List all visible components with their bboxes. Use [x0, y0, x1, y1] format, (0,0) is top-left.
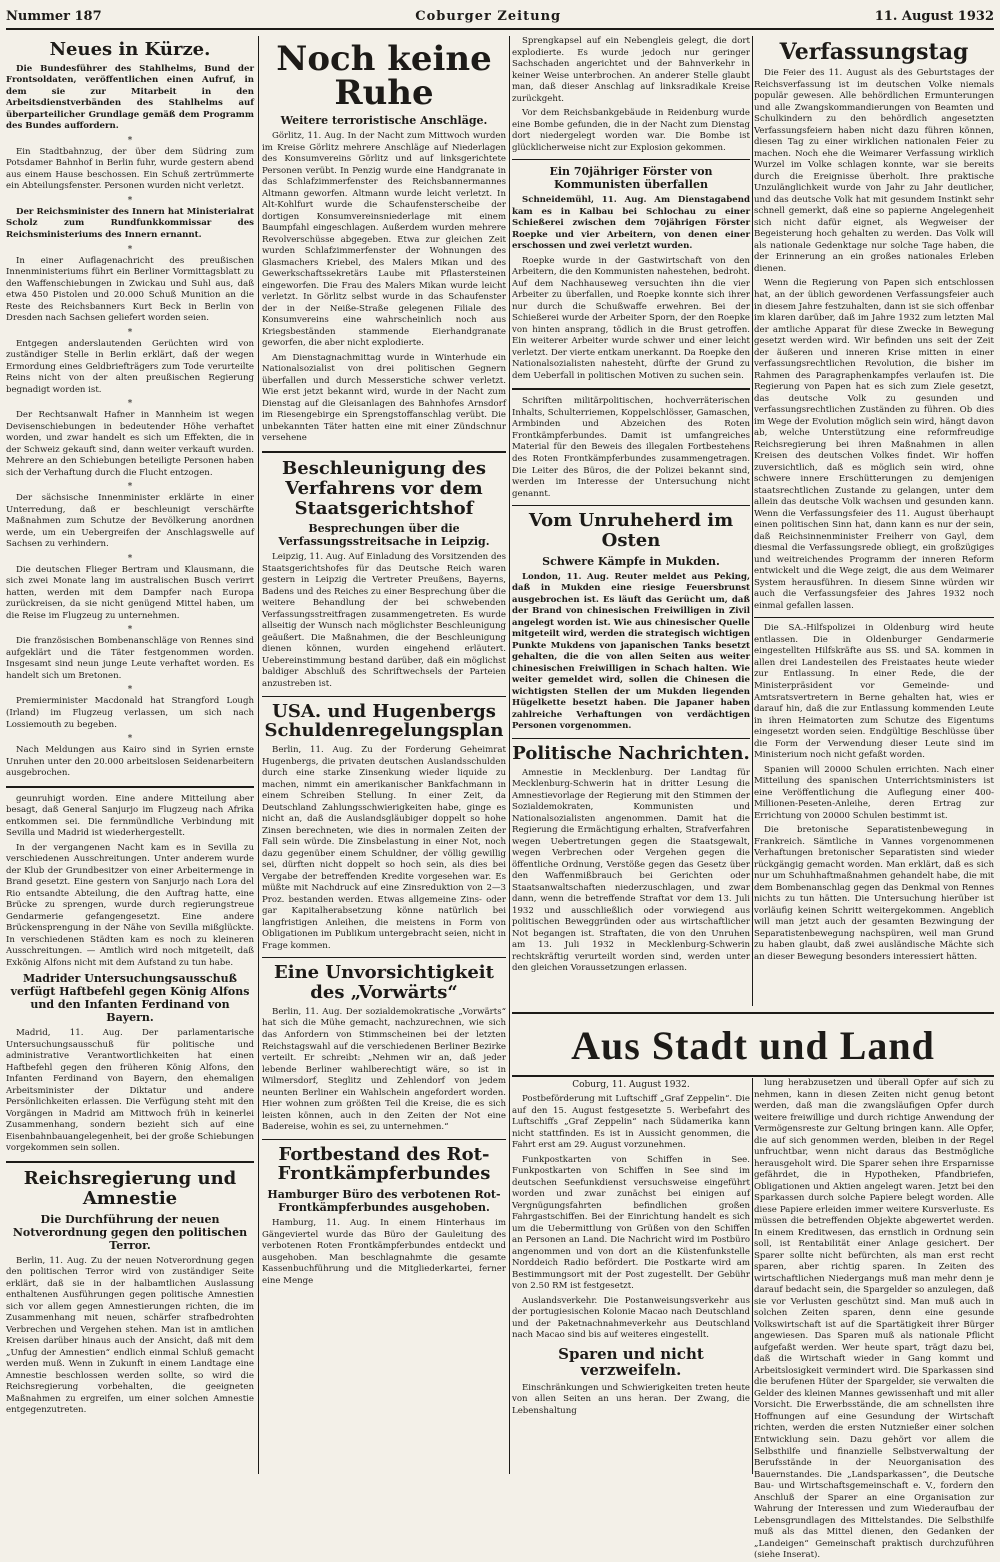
section-divider	[512, 159, 750, 160]
article-paragraph: Berlin, 11. Aug. Der sozialdemokratische „Vorwärts“ hat sich die Mühe gemacht, nachzurechnen, wie sich das Anfordern von Stimmscheinen bei der letzten Reichstagswahl auf die verschiedenen Berliner Bezirke verteilt. Er schreibt: „Nehmen wir an, daß jeder lebende Berliner wahlberechtigt wäre, so ist in Wilmersdorf, Steglitz und Zehlendorf von jedem neunten Berliner ein Wahlschein angefordert worden. Hier wohnen zum größten Teil die Kreise, die es sich leisten können, auch in den Zeiten der Not eine Badereise, wohin es sei, zu unternehmen.“	[262, 1006, 506, 1133]
column-2	[262, 36, 506, 1474]
section-divider	[262, 696, 506, 697]
section-divider	[6, 786, 254, 788]
section-divider	[262, 957, 506, 958]
article-paragraph: geunruhigt worden. Eine andere Mitteilung aber besagt, daß General Sanjurjo im Flugzeug nach Afrika entkommen sei. Die fernmündliche Verbindung mit Sevilla und Madrid ist wiederhergestellt.	[6, 793, 254, 839]
article-paragraph: In der vergangenen Nacht kam es in Sevilla zu verschiedenen Ausschreitungen. Unter anderem wurde der Klub der Grundbesitzer von einer Arbeitermenge in Brand gesetzt. Eine gestern von Sanjurjo nach Lora del Rio entsandte Abteilung, die den Auftrag hatte, eine Brücke zu sprengen, wurde durch regierungstreue Gendarmerie gefangengesetzt. Eine andere Brückensprengung in der Nähe von Sevilla mißglückte. In verschiedenen Städten kam es noch zu kleineren Ausschreitungen. — Amtlich wird noch mitgeteilt, daß Exkönig Alfons nicht mit dem Aufstand zu tun habe.	[6, 842, 254, 968]
article-paragraph: Der sächsische Innenminister erklärte in einer Unterredung, daß er beschleunigt verschärfte Maßnahmen zum Schutze der Bevölkerung anordnen werde, um ein Uebergreifen der Anschlagswelle auf Sachsen zu verhindern.	[6, 493, 254, 550]
article-paragraph: Ein Stadtbahnzug, der über dem Südring zum Potsdamer Bahnhof in Berlin fuhr, wurde gestern abend aus einem Hause beschossen. Ein Schuß zertrümmerte ein Abteilungsfenster. Personen wurden nicht verletzt.	[6, 146, 254, 192]
separator-star: *	[127, 482, 133, 493]
article-paragraph: Berlin, 11. Aug. Zu der Forderung Geheimrat Hugenbergs, die privaten deutschen Auslandsschulden durch eine starke Zinsenkung wieder liquide zu machen, nimmt ein amerikanischer Bankfachmann in einem Schreiben Stellung. In einer Zeit, da Deutschland Zahlungsschwierigkeiten habe, ginge es nicht an, daß die Auslandsgläubiger doppelt so hohe Zinsen berechneten, wie dies in normalen Zeiten der Fall sein würde. Die Zinsbelastung in einer Not, noch dazu gegenüber einem Schuldner, der völlig gewillig sei, dürften nicht doppelt so hoch sein, als dies bei Vergabe der betreffenden Kredite vorgesehen war. Es müßte mit Nachdruck auf eine Zinsreduktion von 2—3 Proz. bestanden werden. Etwas allgemeine Zins- oder gar Kapitalherabsetzung könne natürlich bei langfristigen Anleihen, die meistens in Form von Obligationen im Publikum untergebracht seien, nicht in Frage kommen.	[262, 745, 506, 951]
section-divider	[512, 388, 750, 390]
local-news-column-right	[754, 1078, 994, 1561]
separator-star: *	[127, 625, 133, 636]
article-paragraph: Funkpostkarten von Schiffen in See. Funkpostkarten von Schiffen in See sind im deutschen Seefunkdienst versuchsweise eingeführt worden und zwar zunächst bei einigen auf Vergnügungsfahrten befindlichen großen Fahrgastschiffen. Bei der Einrichtung handelt es sich um die Uebermittlung von Grüßen von den Schiffen an Personen an Land. Die Nachricht wird im Postbüro angenommen und von dort an die Küstenfunkstelle Norddeich Radio befördert. Die Postkarte wird am Bestimmungsort mit der Post zugestellt. Der Gebühr von 2.50 RM ist festgesetzt.	[512, 1154, 750, 1292]
headline-usa-hugenberg: USA. und Hugenbergs Schuldenregelungsplan	[264, 700, 504, 742]
section-banner	[512, 1012, 994, 1077]
article-paragraph: Die Bundesführer des Stahlhelms, Bund der Frontsoldaten, veröffentlichen einen Aufruf, in dem sie zur Mitarbeit in den Arbeitsdienstverbänden des Stahlhelms auf überparteilicher Grundlage gemäß dem Programm des Bundes auffordern.	[6, 63, 254, 132]
separator-star: *	[127, 244, 133, 255]
newspaper-name: Coburger Zeitung	[415, 8, 562, 24]
article-paragraph: Der Reichsminister des Innern hat Ministerialrat Scholz zum Rundfunkkommissar des Reichsministeriums des Innern ernannt.	[6, 206, 254, 240]
article-paragraph: Sprengkapsel auf ein Nebengleis gelegt, die dort explodierte. Es wurde jedoch nur geringer Sachschaden angerichtet und der Bahnverkehr in keiner Weise unterbrochen. An anderer Stelle glaubt man, daß dieser Anschlag auf linksradikale Kreise zurückgeht.	[512, 36, 750, 104]
article-paragraph: Spanien will 20000 Schulen errichten. Nach einer Mitteilung des spanischen Unterrichtsministers ist eine Veröffentlichung die Auflegung einer 400-Millionen-Peseten-Anleihe, deren Ertrag zur Errichtung von 20000 Schulen bestimmt ist.	[754, 764, 994, 821]
issue-date: 11. August 1932	[874, 8, 994, 24]
article-paragraph: Schriften militärpolitischen, hochverräterischen Inhalts, Schulterriemen, Koppelschlösser, Gamaschen, Armbinden und Abzeichen des Roten Frontkämpferbundes. Damit ist umfangreiches Material für den Beweis des illegalen Fortbestehens des Roten Frontkämpferbundes zusammengetragen. Die Leiter des Büros, die der Polizei bekannt sind, werden im Interesse der Untersuchung nicht genannt.	[512, 396, 750, 499]
main-headline: Noch keine Ruhe	[276, 39, 492, 113]
article-paragraph: Wenn die Regierung von Papen sich entschlossen hat, an der üblich gewordenen Verfassungsfeier auch in diesem Jahre festzuhalten, dann ist sie sich offenbar im klaren darüber, daß im Jahre 1932 zum letzten Mal der amtliche Apparat für diese Zwecke in Bewegung gesetzt werden wird. Wir befinden uns seit der Zeit der äußeren und inneren Krise mitten in einer verfassungsrechtlichen Revolution, die bisher im Rahmen des Paragraphenkampfes verlaufen ist. Die Regierung von Papen hat es sich zum Ziele gesetzt, das deutsche Volk zu gesunden und verfassungsrechtlichen Zuständen zu führen. Ob dies im Wege der Evolution möglich sein wird, hängt davon ab, welche Unterstützung eine reformfreudige Reichsregierung bei ihren Maßnahmen in allen Kreisen des deutschen Volkes findet. Wir hoffen zuversichtlich, daß es möglich sein wird, ohne schwere innere Erschütterungen zu demjenigen staatsrechtlichen Zustande zu gelangen, unter dem allein das deutsche Volk wachsen und gesunden kann. Wenn die Verfassungsfeier des 11. August überhaupt einen politischen Sinn hat, dann kann es nur der sein, daß Reichsinnenminister Freiherr von Gayl, dem diesmal die Verfassungsrede obliegt, ein großzügiges und weitreichendes Programm der inneren Reform entwickelt und die Wege zeigt, die aus dem Weimarer System herausführen. In diesem Sinne würden wir auch die Verfassungsfeier des Jahres 1932 noch einmal gefallen lassen.	[754, 278, 994, 611]
article-paragraph: Einschränkungen und Schwierigkeiten treten heute von allen Seiten an uns heran. Der Zwang, die Lebenshaltung	[512, 1382, 750, 1416]
separator-star: *	[127, 135, 133, 146]
separator-star: *	[127, 734, 133, 745]
section-divider	[262, 1139, 506, 1140]
article-paragraph: Auslandsverkehr. Die Postanweisungsverkehr aus der portugiesischen Kolonie Macao nach Deutschland und der Paketnachnahmeverkehr aus Deutschland nach Macao sind bis auf weiteres eingestellt.	[512, 1295, 750, 1341]
column-rule	[509, 36, 510, 1474]
article-paragraph: Görlitz, 11. Aug. In der Nacht zum Mittwoch wurden im Kreise Görlitz mehrere Anschläge auf Niederlagen des Konsumvereins Görlitz und auf linksgerichtete Personen verübt. In Penzig wurde eine Handgranate in das Schlafzimmerfenster des Reichsbannermannes Altmann geworfen. Altmann wurde leicht verletzt. In Alt-Kohlfurt wurde die Schaufensterscheibe der dortigen Konsumvereinsniederlage mit einem Baumpfahl eingeschlagen. Außerdem wurden mehrere Revolverschüsse abgegeben. Etwa zur gleichen Zeit wurden Schlafzimmerfenster der Wohnungen des Glasmachers Kriebel, des Malers Mikan und des Gewerkschaftssekretärs Laube mit Pflastersteinen eingeworfen. Die Frau des Malers Mikan wurde leicht verletzt. In Görlitz selbst wurde in das Schaufenster der in der Neiße-Straße gelegenen Filiale des Konsumvereins eine wahrscheinlich noch aus Kriegsbeständen stammende Eierhandgranate geworfen, die aber nicht explodierte.	[262, 131, 506, 349]
subheadline: Hamburger Büro des verbotenen Rot-Frontkämpferbundes ausgehoben.	[267, 1188, 501, 1215]
separator-star: *	[127, 399, 133, 410]
article-paragraph: Die deutschen Flieger Bertram und Klausmann, die sich zwei Monate lang im australischen Busch verirrt hatten, werden mit dem Dampfer nach Europa zurückreisen, da sie nicht genügend Mittel haben, um die Reise im Flugzeug zu unternehmen.	[6, 564, 254, 621]
subheadline: Madrider Untersuchungsausschuß verfügt Haftbefehl gegen König Alfons und den Infanten Ferdinand von Bayern.	[10, 972, 250, 1025]
column-4	[754, 36, 994, 1006]
article-paragraph: London, 11. Aug. Reuter meldet aus Peking, daß in Mukden eine riesige Feuersbrunst ausgebrochen ist. Es läuft das Gerücht um, daß der Brand von chinesischen Freiwilligen in Zivil angelegt worden ist. Wie aus chinesischer Quelle mitgeteilt wird, werden die strategisch wichtigen Punkte Mukdens von japanischen Tanks besetzt gehalten, die die von allen Seiten aus weiter chinesischen Freiwilligen in Schach halten. Wie weiter gemeldet wird, sollen die Chinesen die wichtigsten Stellen der um Mukden liegenden Hügelkette besetzt haben. Die Japaner haben zahlreiche Verhaftungen von verdächtigen Personen vorgenommen.	[512, 571, 750, 732]
article-paragraph: Premierminister Macdonald hat Strangford Lough (Irland) im Flugzeug verlassen, um sich nach Lossiemouth zu begeben.	[6, 696, 254, 730]
subheadline: Schwere Kämpfe in Mukden.	[542, 554, 720, 568]
column-rule	[258, 36, 259, 1474]
separator-star: *	[127, 553, 133, 564]
separator-star: *	[127, 327, 133, 338]
article-paragraph: Madrid, 11. Aug. Der parlamentarische Untersuchungsausschuß für politische und administrative Verantwortlichkeiten hat einen Haftbefehl gegen den früheren König Alfons, den Infanten Ferdinand von Bayern, den ehemaligen Arbeitsminister der Diktatur und andere Persönlichkeiten erlassen. Die Verfügung steht mit den Vorgängen in Madrid am Mittwoch früh in keinerlei Zusammenhang, sondern bezieht sich auf eine Eisenbahnbauangelegenheit, bei der große Schiebungen vorgekommen sein sollen.	[6, 1028, 254, 1154]
dateline: Coburg, 11. August 1932.	[572, 1080, 690, 1090]
headline-news-brief: Neues in Kürze.	[49, 39, 211, 60]
article-paragraph: Entgegen anderslautenden Gerüchten wird von zuständiger Stelle in Berlin erklärt, daß der wegen Ermordung eines Geldbriefträgers zum Tode verurteilte Reins nicht von der alten preußischen Regierung begnadigt worden ist.	[6, 338, 254, 395]
article-paragraph: Hamburg, 11. Aug. In einem Hinterhaus im Gängeviertel wurde das Büro der Gauleitung des verbotenen Roten Frontkämpferbundes entdeckt und ausgehoben. Man beschlagnahmte die gesamte Kassenbuchführung und die Mitgliederkartei, ferner eine Menge	[262, 1218, 506, 1286]
column-1	[6, 36, 254, 1474]
section-divider	[754, 617, 994, 618]
headline-saving: Sparen und nicht verzweifeln.	[558, 1344, 704, 1380]
issue-number: Nummer 187	[6, 8, 102, 24]
article-paragraph: Postbeförderung mit Luftschiff „Graf Zeppelin“. Die auf den 15. August festgesetzte 5. Werbefahrt des Luftschiffs „Graf Zeppelin“ nach Südamerika kann nicht stattfinden. Es ist in Aussicht genommen, die Fahrt erst am 29. August vorzunehmen.	[512, 1094, 750, 1151]
column-rule	[752, 36, 753, 1006]
article-paragraph: Nach Meldungen aus Kairo sind in Syrien ernste Unruhen unter den 20.000 arbeitslosen Seidenarbeitern ausgebrochen.	[6, 745, 254, 779]
article-paragraph: Die SA.-Hilfspolizei in Oldenburg wird heute entlassen. Die in Oldenburger Gendarmerie eingestellten Hilfskräfte aus SS. und SA. kommen in allen drei Landesteilen des Freistaates heute wieder zur Entlassung. In einer Rede, die der Ministerpräsident vor Gemeinde- und Amtsratsvertretern in Berne gehalten hat, wies er darauf hin, daß die zur Entlassung kommenden Leute in ihren Heimatorten zum Schutze des Eigentums eingesetzt worden seien. Endgültige Beschlüsse über die Form der Verwendung dieser Leute sind im Ministerium noch nicht gefaßt worden.	[754, 623, 994, 761]
headline-amnesty: Reichsregierung und Amnestie	[23, 1167, 237, 1209]
headline-vorwaerts: Eine Unvorsichtigkeit des „Vorwärts“	[274, 962, 494, 1004]
headline-red-front: Fortbestand des Rot-Frontkämpferbundes	[277, 1143, 491, 1185]
banner-title: Aus Stadt und Land	[571, 1023, 935, 1068]
section-divider	[512, 505, 750, 506]
headline-state-court: Beschleunigung des Verfahrens vor dem Staatsgerichtshof	[282, 457, 486, 519]
article-paragraph: Berlin, 11. Aug. Zu der neuen Notverordnung gegen den politischen Terror wird von zuständiger Seite erklärt, daß sie in der halbamtlichen Auslassung enthaltenen Ausführungen gegen politische Amnestien sich vor allem gegen Amnestierungen richten, die im Zusammenhang mit neuen, schärfer strafbedrohten Verbrechen und Vergehen stehen. Man ist in amtlichen Kreisen darüber hinaus auch der Ansicht, daß mit dem „Unfug der Amnestien“ endlich einmal Schluß gemacht werden muß. Wenn in Zukunft in einem Landtage eine Amnestie beschlossen werden sollte, so wird die Reichsregierung vorbehalten, die geeigneten Maßnahmen zu ergreifen, um einer solchen Amnestie entgegenzutreten.	[6, 1255, 254, 1416]
subheadline: Die Durchführung der neuen Notverordnung gegen den politischen Terror.	[12, 1212, 248, 1252]
headline-political-news: Politische Nachrichten.	[512, 742, 750, 764]
article-paragraph: In einer Auflagenachricht des preußischen Innenministeriums führt ein Berliner Vormittagsblatt zu den Waffenschiebungen in Zwickau und Suhl aus, daß etwa 450 Pistolen und 20.000 Schuß Munition an die Reste des Reichsbanners Kurt Beck in Berlin von Dresden nach Sachsen geliefert worden seien.	[6, 255, 254, 324]
subheadline: Besprechungen über die Verfassungsstreitsache in Leipzig.	[278, 522, 490, 549]
section-divider	[262, 451, 506, 453]
separator-star: *	[127, 685, 133, 696]
article-paragraph: Roepke wurde in der Gastwirtschaft von den Arbeitern, die den Kommunisten nahestehen, bedroht. Auf dem Nachhauseweg versuchten ihn die vier Arbeiter zu überfallen, und Roepke konnte sich ihrer nur durch die Schußwaffe erwehren. Bei der Schießerei wurde der Arbeiter Sporn, der den Roepke von hinten ansprang, tödlich in die Brust getroffen. Ein weiterer Arbeiter wurde schwer und einer leicht verletzt. Der vierte entkam unerkannt. Da Roepke den Nationalsozialisten nahesteht, dürfte der Grund zu dem Ueberfall in politischen Motiven zu suchen sein.	[512, 255, 750, 381]
headline-constitution-day: Verfassungstag	[779, 39, 969, 65]
column-3	[512, 36, 750, 1006]
column-rule	[752, 1078, 753, 1474]
masthead	[6, 4, 994, 30]
separator-star: *	[127, 195, 133, 206]
article-paragraph: Der Rechtsanwalt Hafner in Mannheim ist wegen Devisenschiebungen in bedeutender Höhe verhaftet worden, und zwar handelt es sich um Effekten, die in der Schweiz gekauft sind, dann weiter verkauft wurden. Mehrere an den Schiebungen beteiligte Personen haben sich der Verhaftung durch die Flucht entzogen.	[6, 410, 254, 478]
article-paragraph: lung herabzusetzen und überall Opfer auf sich zu nehmen, kann in diesen Zeiten nicht genug betont werden, daß man die zwangsläufigen Opfer durch weitere freiwillige und durch richtige Anwendung der Vermögensreste zur Geltung bringen kann. Alle Opfer, die auf sich genommen werden, bleiben in der Regel unfruchtbar, wenn nicht daraus das Bestmögliche herausgeholt wird. Die Sparer sehen ihre Ersparnisse gefährdet, die in Hypotheken, Pfandbriefen, Obligationen und Aktien angelegt waren. Jetzt bei den Sparkassen durch solche Papiere belegt worden. Alle diese Papiere erleiden immer weitere Kursverluste. Es müssen die betreffenden Objekte abgewertet werden. In einem Kreditwesen, das ernstlich in Ordnung sein soll, ist Rentabilität einer Anlage gesichert. Der Sparer sollte nicht befürchten, als man erst recht sparen, aber richtig sparen. In Zeiten des wirtschaftlichen Niedergangs muß man mehr denn je darauf bedacht sein, die Spargelder so anzulegen, daß sie vor Verlusten geschützt sind. Man muß auch in solchen Zeiten sparen, denn eine gesunde Volkswirtschaft ist auf die Spartätigkeit ihrer Bürger angewiesen. Das Sparen muß als nationale Pflicht aufgefaßt werden. Wer heute spart, trägt dazu bei, daß die Wirtschaft wieder in Gang kommt und Arbeitslosigkeit vermindert wird. Die Sparkassen sind die berufenen Hüter der Spargelder, sie verwalten die Gelder des kleinen Mannes gewissenhaft und mit aller Vorsicht. Die Erwerbsstände, die am schnellsten ihre Hoffnungen auf eine Gesundung der Wirtschaft richten, werden die ersten Nutznießer einer solchen Entwicklung sein. Dazu gehört vor allem die Selbsthilfe und finanzielle Selbstverwaltung der Berufsstände in der Neuorganisation des Bauernstandes. Die „Landsparkassen“, die Deutsche Bau- und Wirtschaftsgemeinschaft e. V., fordern den Anschluß der Sparer an eine Organisation zur Wahrung der Interessen und zum Wiederaufbau der Lebensgrundlagen des Mittelstandes. Die Selbsthilfe muß als das Mittel dienen, den Gedanken der „Landeigen“ Gemeinschaft praktisch durchzuführen (siehe Inserat).	[754, 1078, 994, 1561]
article-paragraph: Schneidemühl, 11. Aug. Am Dienstagabend kam es in Kalbau bei Schlochau zu einer Schießerei zwischen dem 70jährigen Förster Roepke und vier Arbeitern, von denen einer erschossen und zwei verletzt wurden.	[512, 195, 750, 252]
article-paragraph: Vor dem Reichsbankgebäude in Reidenburg wurde eine Bombe gefunden, die in der Nacht zum Dienstag dort niedergelegt worden war. Die Bombe ist glücklicherweise nicht zur Explosion gekommen.	[512, 108, 750, 153]
article-paragraph: Amnestie in Mecklenburg. Der Landtag für Mecklenburg-Schwerin hat in dritter Lesung die Amnestievorlage der Regierung mit den Stimmen der Sozialdemokraten, Kommunisten und Nationalsozialisten angenommen. Damit hat die Regierung die Ermächtigung erhalten, Strafverfahren wegen Uebertretungen gegen die Staatsgewalt, wegen Verbrechen oder Vergehen gegen die öffentliche Ordnung, Verstöße gegen das Gesetz über den Waffenmißbrauch bei Gerichten oder Staatsanwaltschaften niederzuschlagen, und zwar dann, wenn die betreffende Straftat vor dem 13. Juli 1932 und ausschließlich oder vorwiegend aus politischen Beweggründen oder aus wirtschaftlicher Not begangen ist. Straftaten, die von den Unruhen am 13. Juli 1932 in Mecklenburg-Schwerin rechtskräftig verurteilt worden sind, werden unter den gleichen Voraussetzungen erlassen.	[512, 767, 750, 974]
article-paragraph: Die französischen Bombenanschläge von Rennes sind aufgeklärt und die Täter festgenommen worden. Insgesamt sind neun junge Leute verhaftet worden. Es handelt sich um Bretonen.	[6, 636, 254, 681]
article-paragraph: Die bretonische Separatistenbewegung in Frankreich. Sämtliche in Vannes vorgenommenen Verhaftungen bretonischer Separatisten sind wieder rückgängig gemacht worden. Man erklärt, daß es sich nur um Schuhhaftmaßnahmen gehandelt habe, die mit dem Bombenanschlag gegen das Denkmal von Rennes nichts zu tun hätten. Die Untersuchung hierüber ist vorläufig keinen Schritt weitergekommen. Angeblich will man jetzt auch der gesamten Bezwingung der Separatistenbewegung nachspüren, weil man Grund zu haben glaubt, daß zwei ausländische Mächte sich an dieser Bewegung besonders interessiert hätten.	[754, 825, 994, 962]
article-paragraph: Am Dienstagnachmittag wurde in Winterhude ein Nationalsozialist von drei politischen Gegnern überfallen und durch Messerstiche schwer verletzt. Wie erst jetzt bekannt wird, wurde in der Nacht zum Dienstag auf die Gleisanlagen des Bahnhofes Arnsdorf im Riesengebirge ein Sprengstoffanschlag verübt. Die unbekannten Täter hatten eine mit einer Zündschnur versehene	[262, 352, 506, 444]
headline-east-unrest: Vom Unruheherd im Osten	[528, 510, 734, 551]
subheadline: Ein 70jähriger Förster von Kommunisten überfallen	[549, 165, 713, 192]
article-paragraph: Die Feier des 11. August als des Geburtstages der Reichsverfassung ist im deutschen Volke niemals populär gewesen. Alle behördlichen Ermunterungen und alle Zwangskommandierungen von Beamten und Schulkindern zu den behördlich angesetzten Verfassungsfeiern haben nicht dazu führen können, diesen Tag zu einer wirklichen nationalen Feier zu machen. Noch ehe die Weimarer Verfassung wirklich Wurzel im Volke schlagen konnte, war sie bereits durch die Ereignisse überholt. Ihre praktische Unzulänglichkeit wurde von Jahr zu Jahr deutlicher, und das deutsche Volk hat mit gesundem Instinkt sehr schnell gemerkt, daß eine so papierne Angelegenheit sich nicht dafür eignet, als Wegweiser der Begeisterung hoch gehalten zu werden. Das Volk will als nationale Gedenktage nur solche Tage haben, die der Erinnerung an ein großes nationales Erleben dienen.	[754, 68, 994, 274]
local-news-column-left	[512, 1078, 750, 1474]
section-divider	[6, 1161, 254, 1163]
section-divider	[512, 738, 750, 739]
article-paragraph: Leipzig, 11. Aug. Auf Einladung des Vorsitzenden des Staatsgerichtshofes für das Deutsche Reich waren gestern in Leipzig die Vertreter Preußens, Bayerns, Badens und des Reiches zu einer Besprechung über die weitere Behandlung der bei schwebenden Verfassungsstreitfragen zusammengetreten. Es wurde allseitig der Wunsch nach möglichster Beschleunigung geäußert. Die Maßnahmen, die der Beschleunigung dienen können, wurden eingehend erläutert. Uebereinstimmung bestand darüber, daß ein möglichst baldiger Abschluß des Schriftwechsels der Parteien anzustreben ist.	[262, 552, 506, 689]
subheadline: Weitere terroristische Anschläge.	[280, 114, 488, 127]
